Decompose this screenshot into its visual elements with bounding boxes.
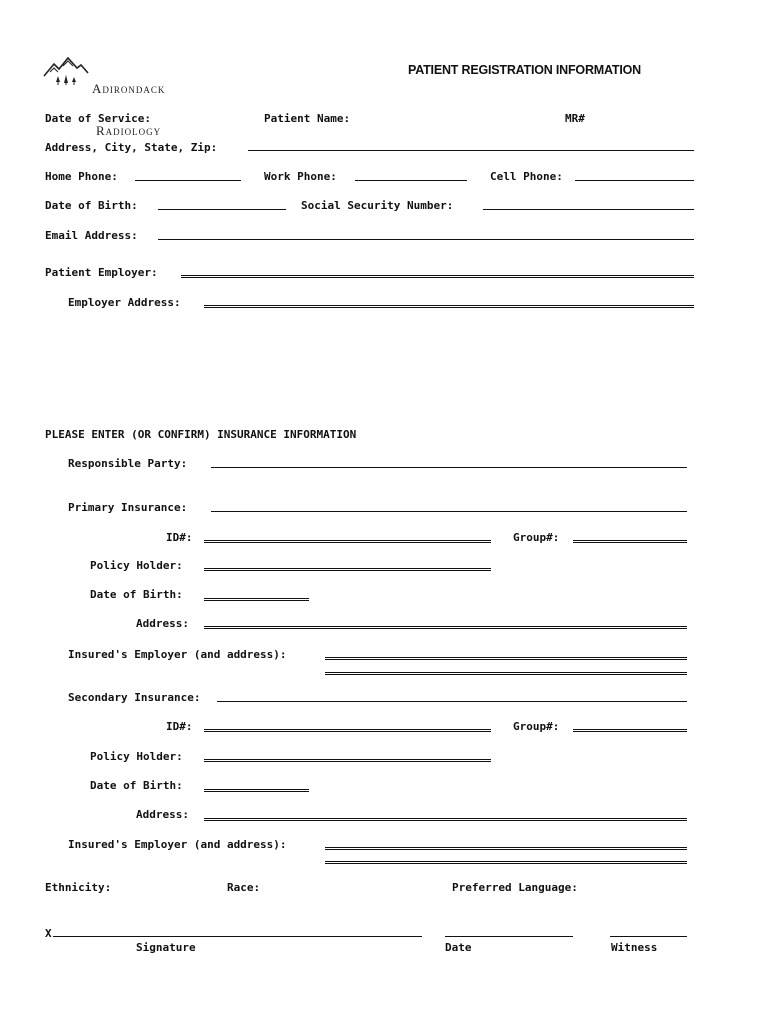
dob-field[interactable] <box>158 209 286 210</box>
work-phone-field[interactable] <box>355 180 467 181</box>
address-field[interactable] <box>248 150 694 151</box>
email-label: Email Address: <box>45 229 138 242</box>
mr-label: MR# <box>565 112 585 125</box>
preferred-language-label: Preferred Language: <box>452 881 578 894</box>
employer-address-field[interactable] <box>204 305 694 308</box>
primary-dob-label: Date of Birth: <box>90 588 183 601</box>
secondary-insurance-label: Secondary Insurance: <box>68 691 201 704</box>
secondary-policy-holder-label: Policy Holder: <box>90 750 183 763</box>
insurance-heading: PLEASE ENTER (OR CONFIRM) INSURANCE INFORMATION <box>45 428 357 441</box>
witness-label: Witness <box>611 941 658 954</box>
primary-insured-employer-field-2[interactable] <box>325 672 687 675</box>
secondary-group-label: Group#: <box>513 720 560 733</box>
primary-insurance-label: Primary Insurance: <box>68 501 188 514</box>
employer-address-label: Employer Address: <box>68 296 181 309</box>
ssn-field[interactable] <box>483 209 694 210</box>
primary-dob-field[interactable] <box>204 598 309 601</box>
secondary-address-label: Address: <box>136 808 189 821</box>
primary-group-label: Group#: <box>513 531 560 544</box>
home-phone-field[interactable] <box>135 180 241 181</box>
responsible-party-field[interactable] <box>211 467 687 468</box>
primary-group-field[interactable] <box>573 540 687 543</box>
employer-field[interactable] <box>181 275 694 278</box>
address-label: Address, City, State, Zip: <box>45 141 218 154</box>
secondary-policy-holder-field[interactable] <box>204 759 491 762</box>
secondary-dob-field[interactable] <box>204 789 309 792</box>
signature-x-mark: X <box>45 927 52 940</box>
primary-insurance-field[interactable] <box>211 511 687 512</box>
mountain-logo-icon <box>42 54 90 86</box>
ethnicity-label: Ethnicity: <box>45 881 112 894</box>
logo-line-1: Adirondack <box>92 81 166 96</box>
primary-id-field[interactable] <box>204 540 491 543</box>
cell-phone-field[interactable] <box>575 180 694 181</box>
secondary-insured-employer-field-1[interactable] <box>325 847 687 850</box>
employer-label: Patient Employer: <box>45 266 158 279</box>
primary-insured-employer-label: Insured's Employer (and address): <box>68 648 287 661</box>
secondary-dob-label: Date of Birth: <box>90 779 183 792</box>
secondary-insurance-field[interactable] <box>217 701 687 702</box>
patient-name-label: Patient Name: <box>264 112 351 125</box>
signature-label: Signature <box>136 941 196 954</box>
primary-id-label: ID#: <box>166 531 193 544</box>
responsible-party-label: Responsible Party: <box>68 457 188 470</box>
date-of-service-label: Date of Service: <box>45 112 151 125</box>
logo-line-2: Radiology <box>96 123 162 138</box>
secondary-id-field[interactable] <box>204 729 491 732</box>
secondary-group-field[interactable] <box>573 729 687 732</box>
primary-policy-holder-label: Policy Holder: <box>90 559 183 572</box>
primary-policy-holder-field[interactable] <box>204 568 491 571</box>
date-field[interactable] <box>445 936 573 937</box>
cell-phone-label: Cell Phone: <box>490 170 563 183</box>
signature-field[interactable] <box>53 936 422 937</box>
race-label: Race: <box>227 881 261 894</box>
email-field[interactable] <box>158 239 694 240</box>
primary-address-field[interactable] <box>204 626 687 629</box>
primary-insured-employer-field-1[interactable] <box>325 657 687 660</box>
work-phone-label: Work Phone: <box>264 170 337 183</box>
secondary-insured-employer-label: Insured's Employer (and address): <box>68 838 287 851</box>
primary-address-label: Address: <box>136 617 189 630</box>
ssn-label: Social Security Number: <box>301 199 454 212</box>
secondary-id-label: ID#: <box>166 720 193 733</box>
secondary-insured-employer-field-2[interactable] <box>325 861 687 864</box>
date-label: Date <box>445 941 472 954</box>
dob-label: Date of Birth: <box>45 199 138 212</box>
page-title: PATIENT REGISTRATION INFORMATION <box>408 63 641 77</box>
witness-field[interactable] <box>610 936 687 937</box>
secondary-address-field[interactable] <box>204 818 687 821</box>
home-phone-label: Home Phone: <box>45 170 118 183</box>
